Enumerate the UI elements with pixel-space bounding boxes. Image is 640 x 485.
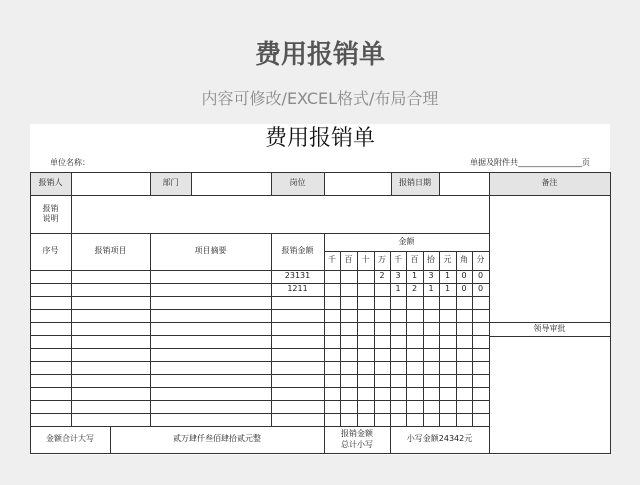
row-digit-cell[interactable]: 0: [472, 283, 490, 297]
total-lower-value[interactable]: 小写金额24342元: [390, 426, 490, 454]
row-digit-cell[interactable]: [472, 296, 490, 310]
row-digit-cell[interactable]: [357, 335, 375, 349]
row-digit-cell[interactable]: [439, 322, 457, 336]
row-digit-cell[interactable]: 1: [439, 283, 457, 297]
row-digit-cell[interactable]: [456, 400, 473, 414]
row-summary-cell[interactable]: [150, 270, 272, 284]
row-no-cell[interactable]: [30, 361, 72, 375]
column-amount: 报销金额: [271, 233, 325, 271]
row-digit-cell[interactable]: [357, 361, 375, 375]
row-digit-cell[interactable]: [423, 348, 440, 362]
digit-header: 百: [406, 251, 424, 271]
row-item-cell[interactable]: [71, 322, 151, 336]
row-digit-cell[interactable]: [374, 348, 391, 362]
row-digit-cell[interactable]: [406, 322, 424, 336]
row-digit-cell[interactable]: 1: [390, 283, 407, 297]
row-digit-cell[interactable]: [423, 309, 440, 323]
row-digit-cell[interactable]: [357, 348, 375, 362]
row-digit-cell[interactable]: [324, 270, 341, 284]
date-field[interactable]: [439, 172, 490, 196]
row-digit-cell[interactable]: [456, 335, 473, 349]
row-item-cell[interactable]: [71, 400, 151, 414]
digit-header: 元: [439, 251, 457, 271]
row-amount-cell[interactable]: [271, 348, 325, 362]
row-summary-cell[interactable]: [150, 387, 272, 401]
row-amount-cell[interactable]: 1211: [271, 283, 325, 297]
position-field[interactable]: [324, 172, 392, 196]
banner-title: 费用报销单: [254, 40, 385, 70]
attachments-label: 单据及附件共________________页: [470, 158, 590, 167]
row-digit-cell[interactable]: [423, 413, 440, 427]
row-digit-cell[interactable]: [472, 322, 490, 336]
row-digit-cell[interactable]: [340, 296, 358, 310]
row-digit-cell[interactable]: [374, 283, 391, 297]
row-digit-cell[interactable]: [374, 374, 391, 388]
row-digit-cell[interactable]: 1: [406, 270, 424, 284]
row-digit-cell[interactable]: [374, 322, 391, 336]
banner-subtitle: 内容可修改/EXCEL格式/布局合理: [201, 89, 439, 108]
row-digit-cell[interactable]: 3: [423, 270, 440, 284]
row-no-cell[interactable]: [30, 322, 72, 336]
row-digit-cell[interactable]: [357, 374, 375, 388]
row-digit-cell[interactable]: 0: [456, 283, 473, 297]
row-digit-cell[interactable]: 2: [374, 270, 391, 284]
digit-header: 十: [357, 251, 375, 271]
row-no-cell[interactable]: [30, 400, 72, 414]
row-digit-cell[interactable]: [456, 413, 473, 427]
row-digit-cell[interactable]: [472, 309, 490, 323]
row-digit-cell[interactable]: [324, 296, 341, 310]
row-digit-cell[interactable]: [357, 387, 375, 401]
row-amount-cell[interactable]: [271, 374, 325, 388]
row-digit-cell[interactable]: [423, 387, 440, 401]
row-digit-cell[interactable]: [357, 400, 375, 414]
row-digit-cell[interactable]: 3: [390, 270, 407, 284]
description-field[interactable]: [71, 195, 490, 234]
row-digit-cell[interactable]: 1: [423, 283, 440, 297]
row-digit-cell[interactable]: [472, 387, 490, 401]
row-digit-cell[interactable]: [456, 322, 473, 336]
row-digit-cell[interactable]: 1: [439, 270, 457, 284]
row-summary-cell[interactable]: [150, 296, 272, 310]
claimant-label: 报销人: [30, 172, 72, 196]
row-amount-cell[interactable]: [271, 413, 325, 427]
row-digit-cell[interactable]: [439, 400, 457, 414]
position-label: 岗位: [271, 172, 325, 196]
row-digit-cell[interactable]: [439, 309, 457, 323]
row-digit-cell[interactable]: [390, 400, 407, 414]
row-digit-cell[interactable]: [456, 348, 473, 362]
row-summary-cell[interactable]: [150, 413, 272, 427]
row-digit-cell[interactable]: [390, 322, 407, 336]
digit-header: 千: [324, 251, 341, 271]
row-digit-cell[interactable]: [406, 387, 424, 401]
row-digit-cell[interactable]: [374, 400, 391, 414]
row-digit-cell[interactable]: [374, 387, 391, 401]
row-digit-cell[interactable]: [340, 335, 358, 349]
row-no-cell[interactable]: [30, 374, 72, 388]
row-digit-cell[interactable]: [324, 387, 341, 401]
row-digit-cell[interactable]: [340, 413, 358, 427]
total-upper-value[interactable]: 贰万肆仟叁佰肆拾贰元整: [110, 426, 325, 454]
row-digit-cell[interactable]: [472, 348, 490, 362]
approval-label: 领导审批: [489, 322, 611, 337]
digit-header: 百: [340, 251, 358, 271]
row-amount-cell[interactable]: 23131: [271, 270, 325, 284]
row-digit-cell[interactable]: [324, 413, 341, 427]
row-digit-cell[interactable]: [357, 309, 375, 323]
row-summary-cell[interactable]: [150, 283, 272, 297]
remarks-field[interactable]: [489, 195, 611, 323]
row-digit-cell[interactable]: [324, 361, 341, 375]
unit-name-label: 单位名称：: [50, 158, 90, 167]
row-digit-cell[interactable]: [423, 400, 440, 414]
column-item: 报销项目: [71, 233, 151, 271]
row-digit-cell[interactable]: [423, 296, 440, 310]
row-no-cell[interactable]: [30, 413, 72, 427]
row-digit-cell[interactable]: [406, 348, 424, 362]
remarks-label: 备注: [489, 172, 611, 196]
row-digit-cell[interactable]: [390, 387, 407, 401]
row-digit-cell[interactable]: [357, 322, 375, 336]
row-digit-cell[interactable]: [390, 309, 407, 323]
row-digit-cell[interactable]: [439, 348, 457, 362]
description-label: 报销 说明: [30, 195, 72, 234]
column-no: 序号: [30, 233, 72, 271]
row-digit-cell[interactable]: [324, 335, 341, 349]
row-no-cell[interactable]: [30, 283, 72, 297]
row-summary-cell[interactable]: [150, 322, 272, 336]
row-no-cell[interactable]: [30, 270, 72, 284]
row-digit-cell[interactable]: [324, 322, 341, 336]
row-digit-cell[interactable]: [324, 400, 341, 414]
row-digit-cell[interactable]: [472, 413, 490, 427]
row-digit-cell[interactable]: [357, 270, 375, 284]
row-no-cell[interactable]: [30, 387, 72, 401]
row-digit-cell[interactable]: [472, 361, 490, 375]
row-digit-cell[interactable]: [390, 335, 407, 349]
row-item-cell[interactable]: [71, 361, 151, 375]
row-digit-cell[interactable]: [423, 361, 440, 375]
row-summary-cell[interactable]: [150, 374, 272, 388]
digit-header: 千: [390, 251, 407, 271]
claimant-field[interactable]: [71, 172, 151, 196]
row-digit-cell[interactable]: [406, 400, 424, 414]
row-digit-cell[interactable]: [390, 413, 407, 427]
row-digit-cell[interactable]: [456, 374, 473, 388]
row-digit-cell[interactable]: [423, 374, 440, 388]
row-summary-cell[interactable]: [150, 335, 272, 349]
department-label: 部门: [150, 172, 192, 196]
row-digit-cell[interactable]: [324, 309, 341, 323]
row-summary-cell[interactable]: [150, 361, 272, 375]
row-digit-cell[interactable]: [406, 361, 424, 375]
row-amount-cell[interactable]: [271, 361, 325, 375]
approval-field[interactable]: [489, 336, 611, 454]
row-no-cell[interactable]: [30, 309, 72, 323]
row-digit-cell[interactable]: [456, 296, 473, 310]
row-digit-cell[interactable]: [472, 335, 490, 349]
row-digit-cell[interactable]: [340, 400, 358, 414]
row-item-cell[interactable]: [71, 296, 151, 310]
row-digit-cell[interactable]: [374, 413, 391, 427]
row-item-cell[interactable]: [71, 387, 151, 401]
row-digit-cell[interactable]: [439, 335, 457, 349]
row-digit-cell[interactable]: 2: [406, 283, 424, 297]
row-digit-cell[interactable]: [472, 400, 490, 414]
row-digit-cell[interactable]: [374, 361, 391, 375]
row-summary-cell[interactable]: [150, 348, 272, 362]
row-digit-cell[interactable]: [374, 309, 391, 323]
row-digit-cell[interactable]: [340, 348, 358, 362]
row-digit-cell[interactable]: [340, 283, 358, 297]
digit-header: 分: [472, 251, 490, 271]
total-lower-label: 报销金额 总计小写: [324, 426, 391, 454]
row-summary-cell[interactable]: [150, 309, 272, 323]
row-digit-cell[interactable]: [340, 374, 358, 388]
row-amount-cell[interactable]: [271, 387, 325, 401]
row-digit-cell[interactable]: [374, 335, 391, 349]
row-digit-cell[interactable]: [439, 387, 457, 401]
row-digit-cell[interactable]: [374, 296, 391, 310]
row-digit-cell[interactable]: [324, 374, 341, 388]
row-item-cell[interactable]: [71, 413, 151, 427]
row-digit-cell[interactable]: [357, 296, 375, 310]
digit-header: 角: [456, 251, 473, 271]
row-digit-cell[interactable]: [439, 361, 457, 375]
row-digit-cell[interactable]: [340, 322, 358, 336]
row-digit-cell[interactable]: [423, 322, 440, 336]
row-item-cell[interactable]: [71, 283, 151, 297]
department-field[interactable]: [191, 172, 272, 196]
digit-header: 拾: [423, 251, 440, 271]
total-upper-label: 金额合计大写: [30, 426, 111, 454]
row-no-cell[interactable]: [30, 335, 72, 349]
row-digit-cell[interactable]: [390, 296, 407, 310]
row-no-cell[interactable]: [30, 296, 72, 310]
form-title: 费用报销单: [264, 126, 375, 151]
row-digit-cell[interactable]: [439, 413, 457, 427]
row-item-cell[interactable]: [71, 309, 151, 323]
row-digit-cell[interactable]: 0: [472, 270, 490, 284]
row-item-cell[interactable]: [71, 270, 151, 284]
row-digit-cell[interactable]: [340, 387, 358, 401]
row-digit-cell[interactable]: [406, 309, 424, 323]
row-digit-cell[interactable]: [406, 335, 424, 349]
row-digit-cell[interactable]: [456, 361, 473, 375]
row-amount-cell[interactable]: [271, 335, 325, 349]
row-amount-cell[interactable]: [271, 309, 325, 323]
row-no-cell[interactable]: [30, 348, 72, 362]
row-digit-cell[interactable]: [390, 361, 407, 375]
row-item-cell[interactable]: [71, 374, 151, 388]
row-digit-cell[interactable]: [406, 413, 424, 427]
row-digit-cell[interactable]: [456, 309, 473, 323]
row-amount-cell[interactable]: [271, 400, 325, 414]
row-digit-cell[interactable]: [406, 374, 424, 388]
row-summary-cell[interactable]: [150, 400, 272, 414]
digit-header: 万: [374, 251, 391, 271]
row-item-cell[interactable]: [71, 335, 151, 349]
row-digit-cell[interactable]: [439, 374, 457, 388]
row-digit-cell[interactable]: [340, 270, 358, 284]
row-digit-cell[interactable]: [406, 296, 424, 310]
column-summary: 项目摘要: [150, 233, 272, 271]
row-digit-cell[interactable]: [439, 296, 457, 310]
row-item-cell[interactable]: [71, 348, 151, 362]
date-label: 报销日期: [391, 172, 440, 196]
column-money: 金额: [324, 233, 490, 252]
row-digit-cell[interactable]: [390, 348, 407, 362]
row-digit-cell[interactable]: [340, 309, 358, 323]
row-digit-cell[interactable]: [423, 335, 440, 349]
row-digit-cell[interactable]: [324, 283, 341, 297]
row-digit-cell[interactable]: [357, 413, 375, 427]
row-digit-cell[interactable]: [390, 374, 407, 388]
row-digit-cell[interactable]: [456, 387, 473, 401]
row-digit-cell[interactable]: [340, 361, 358, 375]
row-digit-cell[interactable]: [324, 348, 341, 362]
row-digit-cell[interactable]: [357, 283, 375, 297]
row-amount-cell[interactable]: [271, 296, 325, 310]
row-amount-cell[interactable]: [271, 322, 325, 336]
row-digit-cell[interactable]: [472, 374, 490, 388]
row-digit-cell[interactable]: 0: [456, 270, 473, 284]
